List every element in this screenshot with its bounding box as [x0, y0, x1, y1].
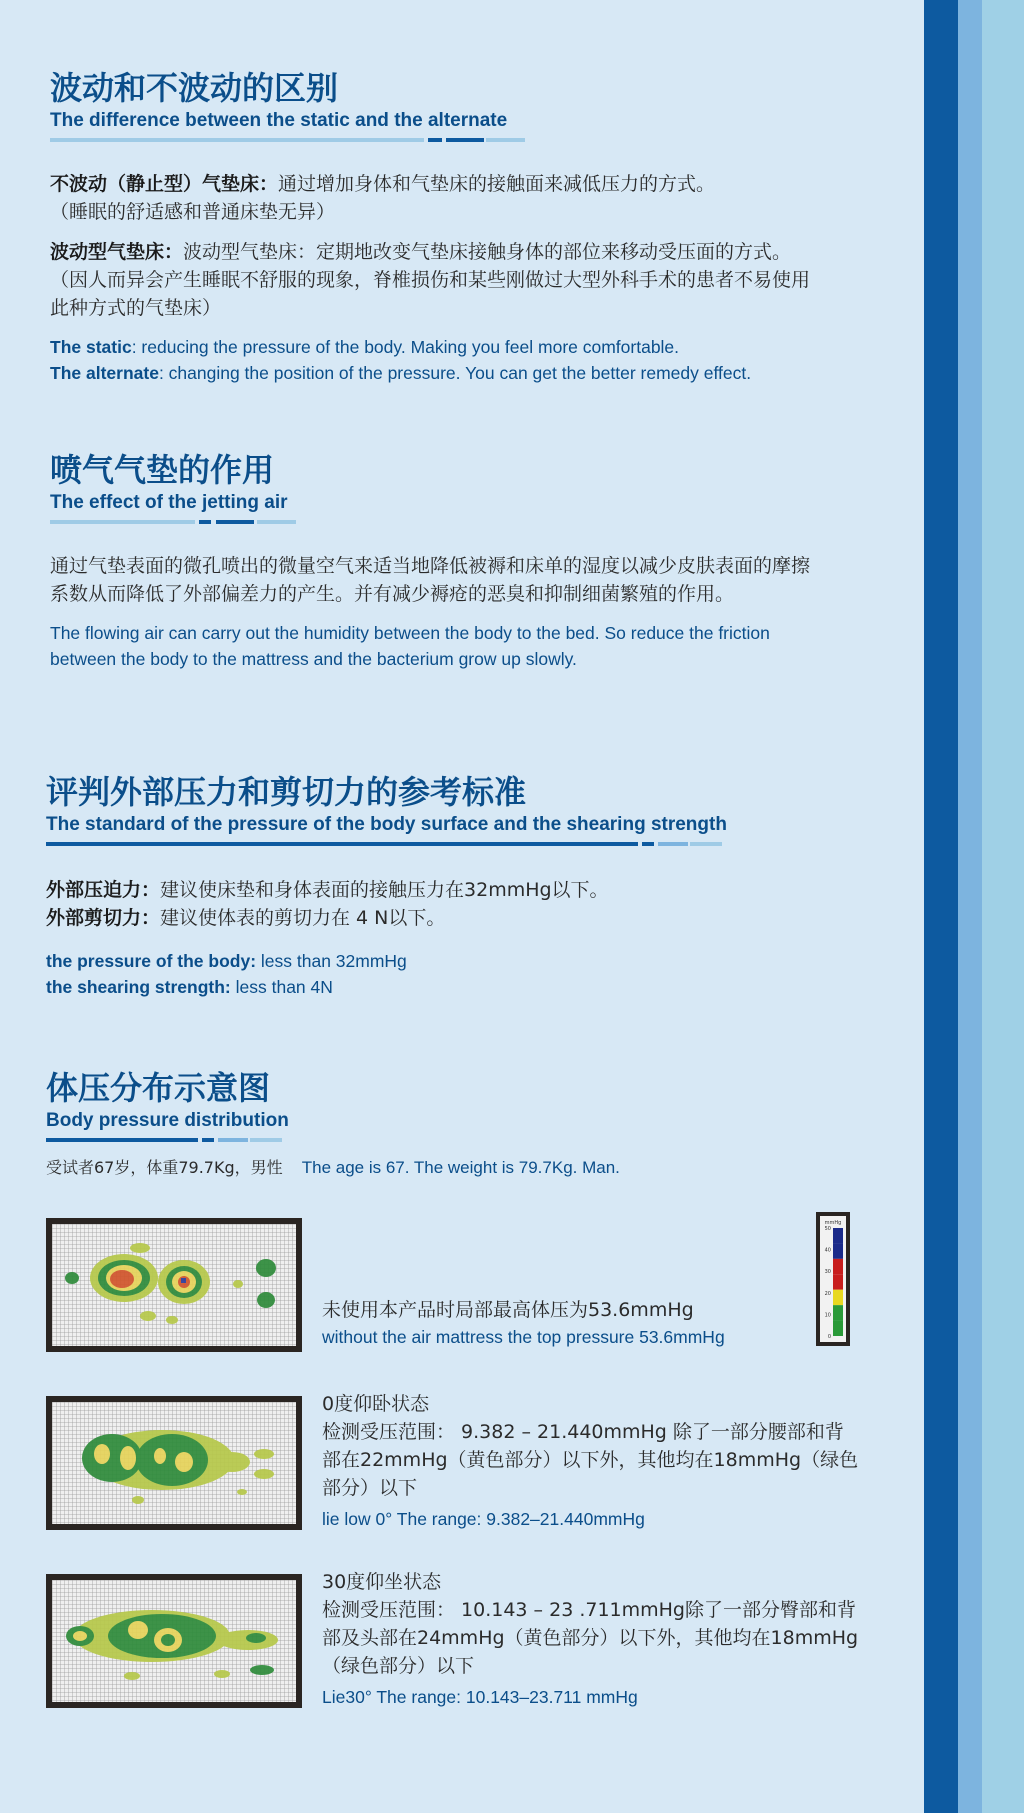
scale-color-segment — [833, 1228, 843, 1243]
static-mattress-label: 不波动（静止型）气垫床： — [50, 173, 279, 195]
stripe-light — [982, 0, 1024, 1813]
jetting-air-desc-en: The flowing air can carry out the humidity between the body to the bed. So reduce the friction between the body to the mattress and the bacterium grow up slowly. — [50, 623, 770, 669]
pressure-color-scale-graphic — [820, 1216, 846, 1342]
section3-title-rule — [46, 842, 722, 846]
static-mattress-desc — [50, 170, 850, 226]
caption-0-degree-cn: 检测受压范围： 9.382 – 21.440mmHg 除了一部分腰部和背部在22mmHg（黄色部分）以下外，其他均在18mmHg（绿色部分）以下 — [322, 1421, 859, 1499]
shear-label-en: the shearing strength: — [46, 977, 231, 997]
caption-no-mattress-cn: 未使用本产品时局部最高体压为53.6mmHg — [322, 1299, 694, 1321]
section1-title-rule — [50, 138, 525, 142]
section4-title-cn: 体压分布示意图 — [46, 1069, 271, 1107]
shear-text: 建议使体表的剪切力在 4 N以下。 — [160, 907, 446, 929]
caption-0-degree-title: 0度仰卧状态 — [322, 1393, 430, 1415]
scale-tick-label: 20 — [824, 1290, 831, 1297]
caption-no-mattress — [322, 1296, 862, 1350]
section2-title-cn: 喷气气垫的作用 — [50, 451, 275, 489]
alternate-mattress-text: 波动型气垫床：定期地改变气垫床接触身体的部位来移动受压面的方式。（因人而异会产生睡眠不舒服的现象，脊椎损伤和某些刚做过大型外科手术的患者不易使用此种方式的气垫床） — [50, 241, 811, 319]
section1-title-en: The difference between the static and the alternate — [50, 110, 508, 131]
section4-title-rule — [46, 1138, 282, 1142]
pressure-text-en: less than 32mmHg — [256, 951, 407, 971]
scale-color-segment — [833, 1305, 843, 1320]
subject-info-en: The age is 67. The weight is 79.7Kg. Man. — [301, 1158, 620, 1177]
subject-info — [46, 1156, 846, 1180]
pressure-color-scale — [816, 1212, 850, 1346]
caption-0-degree-en: lie low 0° The range: 9.382–21.440mmHg — [322, 1509, 645, 1529]
stripe-mid — [958, 0, 982, 1813]
pressure-text: 建议使床垫和身体表面的接触压力在32mmHg以下。 — [160, 879, 609, 901]
static-mattress-text: 通过增加身体和气垫床的接触面来减低压力的方式。 — [278, 173, 716, 195]
pressure-map-30-degree-image — [52, 1580, 296, 1702]
pressure-map-no-mattress-image — [52, 1224, 296, 1346]
static-text-en: : reducing the pressure of the body. Making you feel more comfortable. — [131, 337, 680, 357]
section-jetting-air — [50, 450, 850, 672]
scale-tick-label: 50 — [824, 1226, 831, 1232]
jetting-air-desc-cn: 通过气垫表面的微孔喷出的微量空气来适当地降低被褥和床单的湿度以减少皮肤表面的摩擦系数从而降低了外部偏差力的产生。并有减少褥疮的恶臭和抑制细菌繁殖的作用。 — [50, 555, 811, 605]
pressure-label-en: the pressure of the body: — [46, 951, 257, 971]
subject-info-cn: 受试者67岁，体重79.7Kg，男性 — [46, 1158, 283, 1177]
section2-title-rule — [50, 520, 296, 524]
section3-title-en: The standard of the pressure of the body surface and the shearing strength — [46, 814, 727, 835]
scale-color-segment — [833, 1243, 843, 1258]
caption-30-degree-en: Lie30° The range: 10.143–23.711 mmHg — [322, 1687, 638, 1707]
alternate-text-en: : changing the position of the pressure. You can get the better remedy effect. — [158, 363, 752, 383]
pressure-label: 外部压迫力： — [46, 879, 161, 901]
caption-0-degree — [322, 1390, 862, 1532]
section-body-pressure — [46, 1068, 846, 1180]
section3-title-cn: 评判外部压力和剪切力的参考标准 — [46, 773, 527, 811]
section-pressure-standard — [46, 772, 846, 1000]
decorative-side-stripes — [924, 0, 1024, 1813]
stripe-dark — [924, 0, 958, 1813]
section-static-vs-alternate — [50, 68, 850, 386]
scale-tick-label: 0 — [827, 1334, 831, 1340]
caption-30-degree — [322, 1568, 862, 1710]
static-label-en: The static — [50, 337, 132, 357]
pressure-standard-en — [46, 948, 846, 1000]
section1-title-cn: 波动和不波动的区别 — [50, 69, 339, 107]
alternate-mattress-desc — [50, 238, 810, 322]
section1-english — [50, 334, 850, 386]
shear-text-en: less than 4N — [230, 977, 333, 997]
scale-color-segment — [833, 1274, 843, 1289]
scale-color-segment — [833, 1259, 843, 1274]
shear-label: 外部剪切力： — [46, 907, 161, 929]
pressure-map-30-degree — [46, 1574, 302, 1708]
scale-color-segment — [833, 1321, 843, 1336]
pressure-standard-cn — [46, 876, 846, 932]
scale-unit-label: mmHg — [824, 1220, 842, 1226]
caption-30-degree-cn: 检测受压范围： 10.143 – 23 .711mmHg除了一部分臀部和背部及头部在24mmHg（黄色部分）以下外，其他均在18mmHg （绿色部分）以下 — [322, 1599, 859, 1677]
scale-tick-label: 30 — [824, 1269, 831, 1276]
pressure-map-no-mattress — [46, 1218, 302, 1352]
alternate-mattress-label: 波动型气垫床： — [50, 241, 184, 263]
pressure-map-0-degree — [46, 1396, 302, 1530]
section4-title-en: Body pressure distribution — [46, 1110, 289, 1131]
pressure-map-0-degree-image — [52, 1402, 296, 1524]
scale-bars — [833, 1228, 843, 1336]
alternate-label-en: The alternate — [50, 363, 159, 383]
scale-tick-label: 40 — [824, 1247, 831, 1254]
scale-color-segment — [833, 1290, 843, 1305]
section2-title-en: The effect of the jetting air — [50, 492, 288, 513]
caption-no-mattress-en: without the air mattress the top pressure 53.6mmHg — [322, 1327, 725, 1347]
static-mattress-text2: （睡眠的舒适感和普通床垫无异） — [50, 201, 336, 223]
caption-30-degree-title: 30度仰坐状态 — [322, 1571, 442, 1593]
scale-tick-label: 10 — [824, 1312, 831, 1319]
